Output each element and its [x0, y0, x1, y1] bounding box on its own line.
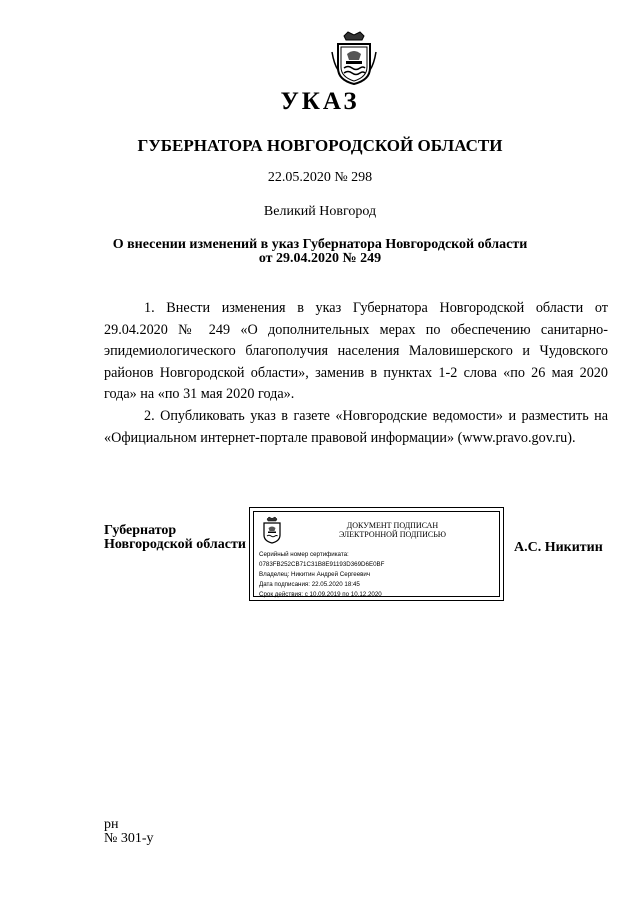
signer-name: А.С. Никитин [514, 540, 603, 555]
stamp-title-line: ЭЛЕКТРОННОЙ ПОДПИСЬЮ [338, 530, 447, 539]
coat-of-arms-icon [330, 30, 378, 86]
paragraph-2: 2. Опубликовать указ в газете «Новгородские ведомости» и разместить на «Официальном интернет-портале правовой информации» (www.pravo.gov.ru). [104, 407, 608, 446]
paragraph-1: 1. Внести изменения в указ Губернатора Новгородской области от 29.04.2020 № 249 «О дополнительных мерах по обеспечению санитарно-эпидемиологического благополучия населения Маловишерского и Чудовского районов Новгородской области», заменив в пунктах 1-2 слова «по 26 мая 2020 года» на «по 31 мая 2020 года». [104, 300, 608, 403]
heading-line: от 29.04.2020 № 249 [258, 251, 382, 266]
document-title: УКАЗ [280, 88, 360, 115]
signed-date: Дата подписания: 22.05.2020 18:45 [259, 581, 360, 588]
signer-position-line: Губернатор [104, 523, 177, 538]
signer-position [104, 524, 246, 552]
certificate-number: 0783FB252CB71C31B8E91193D369D6E0BF [259, 561, 385, 568]
heading-line: О внесении изменений в указ Губернатора Новгородской области [112, 237, 528, 252]
document-footer [104, 818, 154, 846]
certificate-label: Серийный номер сертификата: [259, 551, 349, 558]
validity-period: Срок действия: с 10.09.2019 по 10.12.2020 [259, 591, 382, 598]
date-number: 22.05.2020 № 298 [267, 170, 373, 185]
document-body [104, 298, 608, 449]
document-subtitle: ГУБЕРНАТОРА НОВГОРОДСКОЙ ОБЛАСТИ [137, 136, 503, 155]
document-heading [100, 238, 540, 266]
coat-of-arms-icon [260, 516, 284, 544]
footer-line: рн [104, 817, 119, 832]
footer-line: № 301-у [104, 831, 154, 846]
stamp-title-line: ДОКУМЕНТ ПОДПИСАН [346, 521, 439, 530]
signature-details [259, 550, 384, 600]
certificate-owner: Владелец: Никитин Андрей Сергеевич [259, 571, 371, 578]
electronic-signature-stamp [249, 507, 504, 601]
city: Великий Новгород [263, 204, 377, 219]
signer-position-line: Новгородской области [104, 537, 246, 552]
signature-stamp-title [290, 521, 495, 539]
